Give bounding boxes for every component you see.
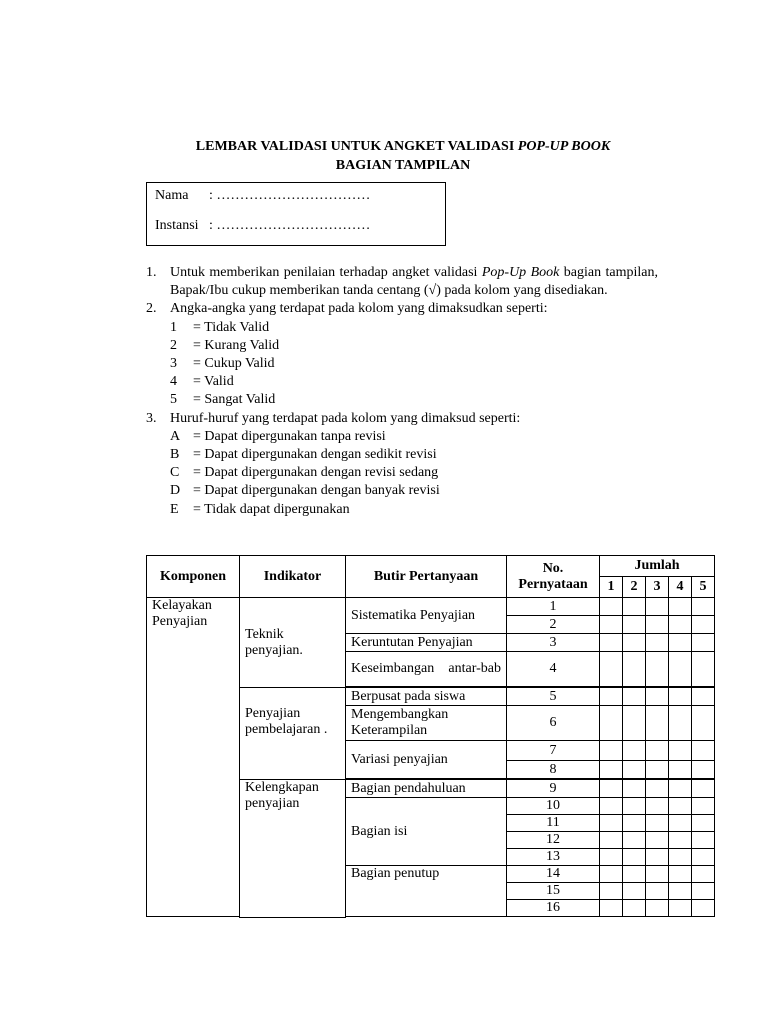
- score-cell[interactable]: [646, 832, 669, 849]
- score-cell[interactable]: [646, 798, 669, 815]
- statement-number: 2: [507, 616, 600, 634]
- score-cell[interactable]: [623, 652, 646, 687]
- score-cell[interactable]: [692, 706, 715, 741]
- scale-row: 2 = Kurang Valid: [170, 337, 280, 353]
- validation-table: [146, 555, 715, 918]
- score-cell[interactable]: [600, 798, 623, 815]
- butir-cell: Bagian isi: [346, 798, 507, 866]
- statement-number: 1: [507, 598, 600, 616]
- statement-number: 5: [507, 688, 600, 706]
- statement-number: 10: [507, 798, 600, 815]
- statement-number: 15: [507, 883, 600, 900]
- score-cell[interactable]: [646, 652, 669, 687]
- instruction-item: 1. Untuk memberikan penilaian terhadap angket validasi Pop-Up Book bagian tampilan, Bapak/Ibu cukup memberikan tanda centang (√) pada kolom yang disediakan.: [146, 265, 659, 299]
- instruction-item: 2. Angka-angka yang terdapat pada kolom yang dimaksudkan seperti:: [146, 301, 548, 317]
- butir-cell: Variasi penyajian: [346, 741, 507, 779]
- butir-cell: Bagian pendahuluan: [346, 780, 507, 798]
- institution-row: [155, 218, 370, 234]
- statement-number: 6: [507, 706, 600, 741]
- score-cell[interactable]: [623, 798, 646, 815]
- score-cell[interactable]: [646, 616, 669, 634]
- institution-label: Instansi: [155, 218, 199, 233]
- scale-row: A = Dapat dipergunakan tanpa revisi: [170, 428, 386, 444]
- scale-row: 1 = Tidak Valid: [170, 319, 270, 335]
- score-cell[interactable]: [600, 815, 623, 832]
- title-line-1: LEMBAR VALIDASI UNTUK ANGKET VALIDASI POP-UP BOOK: [195, 139, 611, 154]
- score-cell[interactable]: [692, 634, 715, 652]
- score-cell[interactable]: [646, 883, 669, 900]
- header-jumlah: Jumlah: [600, 556, 715, 577]
- score-cell[interactable]: [623, 900, 646, 917]
- name-label: Nama: [155, 188, 189, 203]
- header-score: 1: [600, 577, 623, 598]
- score-cell[interactable]: [600, 900, 623, 917]
- score-cell[interactable]: [623, 866, 646, 883]
- score-cell[interactable]: [623, 883, 646, 900]
- scale-row: 4 = Valid: [170, 374, 234, 390]
- score-cell[interactable]: [623, 598, 646, 616]
- score-cell[interactable]: [669, 780, 692, 798]
- score-cell[interactable]: [646, 688, 669, 706]
- butir-cell: Sistematika Penyajian: [346, 598, 507, 634]
- score-cell[interactable]: [692, 652, 715, 687]
- komponen-cell: Kelayakan Penyajian: [147, 598, 240, 917]
- butir-cell: Berpusat pada siswa: [346, 688, 507, 706]
- score-cell[interactable]: [692, 598, 715, 616]
- score-cell[interactable]: [669, 598, 692, 616]
- score-cell[interactable]: [669, 849, 692, 866]
- score-cell[interactable]: [669, 741, 692, 761]
- score-cell[interactable]: [623, 815, 646, 832]
- score-cell[interactable]: [623, 741, 646, 761]
- statement-number: 9: [507, 780, 600, 798]
- institution-field[interactable]: : ……………………………: [209, 218, 371, 233]
- score-cell[interactable]: [646, 706, 669, 741]
- score-cell[interactable]: [646, 761, 669, 779]
- score-cell[interactable]: [692, 883, 715, 900]
- name-field[interactable]: : ……………………………: [209, 188, 371, 203]
- score-cell[interactable]: [646, 849, 669, 866]
- score-cell[interactable]: [646, 598, 669, 616]
- score-cell[interactable]: [600, 616, 623, 634]
- score-cell[interactable]: [600, 761, 623, 779]
- statement-number: 4: [507, 652, 600, 687]
- score-cell[interactable]: [646, 815, 669, 832]
- identity-box: [146, 182, 446, 246]
- statement-number: 3: [507, 634, 600, 652]
- score-cell[interactable]: [692, 798, 715, 815]
- scale-row: D = Dapat dipergunakan dengan banyak revisi: [170, 483, 440, 499]
- score-cell[interactable]: [646, 741, 669, 761]
- score-cell[interactable]: [646, 634, 669, 652]
- scale-row: 5 = Sangat Valid: [170, 392, 276, 408]
- score-cell[interactable]: [669, 761, 692, 779]
- score-cell[interactable]: [669, 688, 692, 706]
- indicator-cell: Penyajian pembelajaran .: [240, 688, 346, 780]
- butir-cell: Bagian penutup: [346, 866, 507, 917]
- score-cell[interactable]: [600, 832, 623, 849]
- score-cell[interactable]: [600, 780, 623, 798]
- butir-cell: Keseimbangan antar-bab: [346, 652, 507, 687]
- instructions: [146, 264, 658, 519]
- header-indikator: Indikator: [240, 556, 346, 598]
- scale-row: C = Dapat dipergunakan dengan revisi sedang: [170, 465, 439, 481]
- score-cell[interactable]: [623, 688, 646, 706]
- score-cell[interactable]: [692, 688, 715, 706]
- score-cell[interactable]: [692, 815, 715, 832]
- score-cell[interactable]: [669, 634, 692, 652]
- statement-number: 8: [507, 761, 600, 779]
- score-cell[interactable]: [623, 780, 646, 798]
- score-cell[interactable]: [669, 900, 692, 917]
- butir-cell: Mengembangkan Keterampilan: [346, 706, 507, 741]
- statement-number: 13: [507, 849, 600, 866]
- score-cell[interactable]: [692, 832, 715, 849]
- score-cell[interactable]: [692, 761, 715, 779]
- score-cell[interactable]: [600, 706, 623, 741]
- score-cell[interactable]: [600, 652, 623, 687]
- indicator-cell: Teknik penyajian.: [240, 598, 346, 688]
- header-score: 5: [692, 577, 715, 598]
- score-cell[interactable]: [669, 652, 692, 687]
- score-cell[interactable]: [623, 634, 646, 652]
- score-cell[interactable]: [646, 900, 669, 917]
- header-komponen: Komponen: [147, 556, 240, 598]
- score-cell[interactable]: [692, 900, 715, 917]
- score-cell[interactable]: [623, 832, 646, 849]
- name-row: [155, 188, 370, 204]
- score-cell[interactable]: [669, 706, 692, 741]
- score-cell[interactable]: [600, 866, 623, 883]
- score-cell[interactable]: [600, 688, 623, 706]
- butir-cell: Keruntutan Penyajian: [346, 634, 507, 652]
- scale-row: B = Dapat dipergunakan dengan sedikit revisi: [170, 447, 437, 463]
- score-cell[interactable]: [646, 866, 669, 883]
- statement-number: 16: [507, 900, 600, 917]
- score-cell[interactable]: [600, 598, 623, 616]
- header-score: 3: [646, 577, 669, 598]
- score-cell[interactable]: [600, 849, 623, 866]
- score-cell[interactable]: [692, 780, 715, 798]
- scale-row: E = Tidak dapat dipergunakan: [170, 501, 350, 517]
- title-line-2: BAGIAN TAMPILAN: [335, 158, 471, 173]
- instruction-item: 3. Huruf-huruf yang terdapat pada kolom yang dimaksud seperti:: [146, 410, 521, 426]
- score-cell[interactable]: [623, 761, 646, 779]
- score-cell[interactable]: [669, 832, 692, 849]
- indicator-cell: Kelengkapan penyajian: [240, 780, 346, 918]
- header-score: 4: [669, 577, 692, 598]
- scale-row: 3 = Cukup Valid: [170, 356, 275, 372]
- score-cell[interactable]: [600, 634, 623, 652]
- header-no-pernyataan: No. Pernyataan: [507, 556, 600, 598]
- score-cell[interactable]: [646, 780, 669, 798]
- score-cell[interactable]: [692, 866, 715, 883]
- document-title: [0, 137, 768, 175]
- score-cell[interactable]: [669, 616, 692, 634]
- score-cell[interactable]: [623, 616, 646, 634]
- score-cell[interactable]: [600, 883, 623, 900]
- statement-number: 11: [507, 815, 600, 832]
- score-cell[interactable]: [669, 798, 692, 815]
- statement-number: 12: [507, 832, 600, 849]
- score-cell[interactable]: [669, 815, 692, 832]
- header-butir: Butir Pertanyaan: [346, 556, 507, 598]
- score-cell[interactable]: [692, 741, 715, 761]
- score-cell[interactable]: [623, 849, 646, 866]
- score-cell[interactable]: [669, 883, 692, 900]
- score-cell[interactable]: [692, 849, 715, 866]
- statement-number: 14: [507, 866, 600, 883]
- score-cell[interactable]: [623, 706, 646, 741]
- score-cell[interactable]: [600, 741, 623, 761]
- score-cell[interactable]: [669, 866, 692, 883]
- statement-number: 7: [507, 741, 600, 761]
- header-score: 2: [623, 577, 646, 598]
- score-cell[interactable]: [692, 616, 715, 634]
